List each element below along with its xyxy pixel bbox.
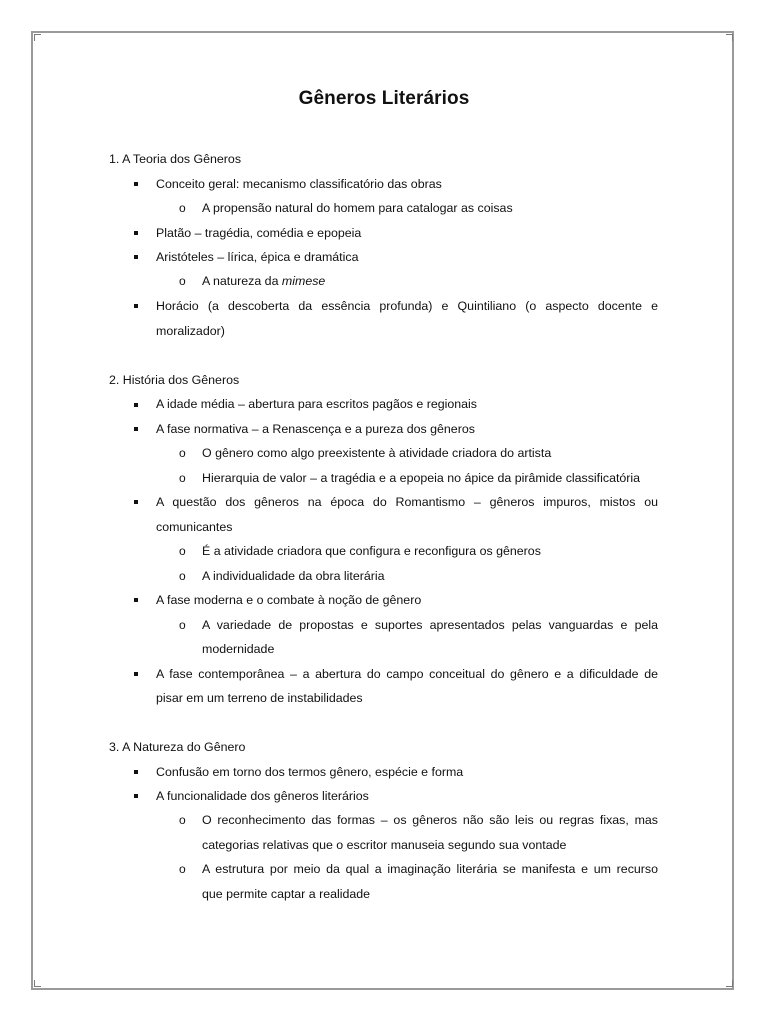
- square-bullet-icon: [134, 231, 138, 235]
- list-item: Aristóteles – lírica, épica e dramática: [156, 250, 359, 264]
- section-heading: 3. A Natureza do Gênero: [109, 740, 246, 754]
- sub-item-text: A natureza da: [202, 274, 282, 288]
- sub-list-item-continuation: categorias relativas que o escritor manuseia segundo sua vontade: [202, 838, 567, 852]
- section-heading: 2. História dos Gêneros: [109, 373, 240, 387]
- sub-list-item: [202, 274, 325, 288]
- circle-bullet-icon: o: [179, 201, 186, 215]
- square-bullet-icon: [134, 500, 138, 504]
- circle-bullet-icon: o: [179, 569, 186, 583]
- sub-list-item-continuation: que permite captar a realidade: [202, 887, 371, 901]
- square-bullet-icon: [134, 672, 138, 676]
- sub-list-item: O gênero como algo preexistente à atividade criadora do artista: [202, 446, 552, 460]
- circle-bullet-icon: o: [179, 862, 186, 876]
- document-title: Gêneros Literários: [298, 88, 470, 109]
- sub-list-item: A individualidade da obra literária: [202, 569, 385, 583]
- list-item: A fase contemporânea – a abertura do campo conceitual do gênero e a dificuldade de: [156, 667, 658, 681]
- list-item-continuation: pisar em um terreno de instabilidades: [156, 691, 363, 705]
- section-heading: 1. A Teoria dos Gêneros: [109, 152, 242, 166]
- italic-term: mimese: [281, 274, 326, 288]
- list-item: A fase normativa – a Renascença e a pureza dos gêneros: [156, 422, 475, 436]
- circle-bullet-icon: o: [179, 618, 186, 632]
- square-bullet-icon: [134, 427, 138, 431]
- list-item: Platão – tragédia, comédia e epopeia: [156, 226, 362, 240]
- square-bullet-icon: [134, 598, 138, 602]
- list-item-continuation: comunicantes: [156, 520, 233, 534]
- square-bullet-icon: [134, 794, 138, 798]
- list-item: Horácio (a descoberta da essência profunda) e Quintiliano (o aspecto docente e: [156, 299, 658, 313]
- list-item: A fase moderna e o combate à noção de gênero: [156, 593, 422, 607]
- square-bullet-icon: [134, 255, 138, 259]
- sub-list-item: A variedade de propostas e suportes apresentados pelas vanguardas e pela: [202, 618, 658, 632]
- sub-list-item-continuation: modernidade: [202, 642, 275, 656]
- list-item: A questão dos gêneros na época do Romantismo – gêneros impuros, mistos ou: [156, 495, 658, 509]
- circle-bullet-icon: o: [179, 274, 186, 288]
- circle-bullet-icon: o: [179, 813, 186, 827]
- circle-bullet-icon: o: [179, 471, 186, 485]
- square-bullet-icon: [134, 304, 138, 308]
- square-bullet-icon: [134, 182, 138, 186]
- list-item: Conceito geral: mecanismo classificatório das obras: [156, 177, 442, 191]
- list-item-continuation: moralizador): [156, 324, 225, 338]
- circle-bullet-icon: o: [179, 544, 186, 558]
- sub-list-item: A estrutura por meio da qual a imaginação literária se manifesta e um recurso: [202, 862, 658, 876]
- circle-bullet-icon: o: [179, 446, 186, 460]
- sub-list-item: É a atividade criadora que configura e reconfigura os gêneros: [202, 544, 541, 558]
- square-bullet-icon: [134, 403, 138, 407]
- sub-list-item: A propensão natural do homem para catalogar as coisas: [202, 201, 513, 215]
- sub-list-item: O reconhecimento das formas – os gêneros não são leis ou regras fixas, mas: [202, 813, 658, 827]
- sub-list-item: Hierarquia de valor – a tragédia e a epopeia no ápice da pirâmide classificatória: [202, 471, 641, 485]
- list-item: A funcionalidade dos gêneros literários: [156, 789, 369, 803]
- list-item: Confusão em torno dos termos gênero, espécie e forma: [156, 765, 464, 779]
- square-bullet-icon: [134, 770, 138, 774]
- list-item: A idade média – abertura para escritos pagãos e regionais: [156, 397, 477, 411]
